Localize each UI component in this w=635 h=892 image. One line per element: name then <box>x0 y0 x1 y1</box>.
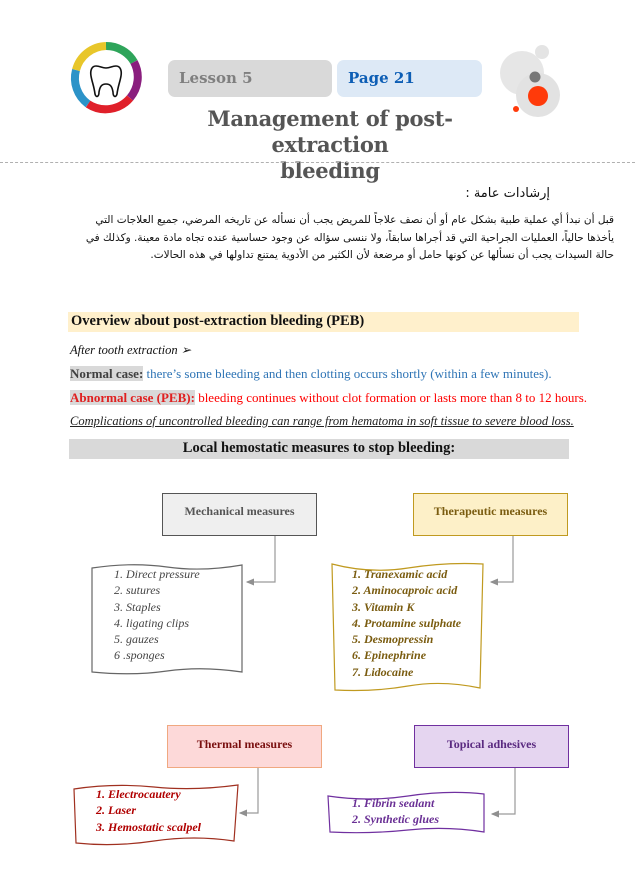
arabic-paragraph: قبل أن نبدأ أي عملية طبية بشكل عام أو أن نصف علاجاً للمريض يجب أن نسأله عن تاريخه المرضي، جميع العلاجات التي يأخذها حالياً، العمليات الجراحية التي قد أجراها سابقاً، ولا ننسى سؤاله عن وجود حساسية عنده تجاه مادة معينة. وكذلك في حالة السيدات يجب أن نسألها عن كونها حامل أو مرضعة لأن الكثير من الأدوية يمتنع تداولها في هذه الحالات. <box>85 214 614 261</box>
normal-case-label: Normal case: <box>70 366 144 381</box>
list-item: 2. sutures <box>114 583 161 598</box>
mechanical-measures-box: Mechanical measures <box>162 493 317 536</box>
list-item: 2. Aminocaproic acid <box>352 583 458 598</box>
abnormal-case-label: Abnormal case (PEB): <box>70 390 195 405</box>
list-item: 3. Staples <box>114 599 161 614</box>
list-item: 1. Direct pressure <box>114 567 200 581</box>
local-measures-heading: Local hemostatic measures to stop bleeding: <box>69 439 569 459</box>
complications-note: Complications of uncontrolled bleeding can range from hematoma in soft tissue to severe blood loss. <box>70 414 574 428</box>
thermal-measures-list <box>74 783 239 845</box>
topical-adhesives-list <box>328 792 486 834</box>
page-label: Page 21 <box>337 60 482 97</box>
title-line-2: bleeding <box>280 158 380 183</box>
normal-case-text: there’s some bleeding and then clotting occurs shortly (within a few minutes). <box>143 366 552 381</box>
list-item: 5. Desmopressin <box>352 632 434 647</box>
list-item: 4. Protamine sulphate <box>352 615 462 630</box>
mechanical-measures-list <box>92 562 242 674</box>
arabic-heading: إرشادات عامة : <box>465 186 550 201</box>
list-item: 1. Tranexamic acid <box>352 567 448 581</box>
list-item: 6 .sponges <box>114 648 165 663</box>
list-item: 5. gauzes <box>114 632 159 647</box>
list-item: 3. Hemostatic scalpel <box>96 819 201 834</box>
list-item: 7. Lidocaine <box>352 664 414 679</box>
topical-adhesives-box: Topical adhesives <box>414 725 569 768</box>
list-item: 6. Epinephrine <box>352 648 427 663</box>
thermal-measures-box: Thermal measures <box>167 725 322 768</box>
list-item: 1. Electrocautery <box>96 787 181 801</box>
lesson-label: Lesson 5 <box>168 60 332 97</box>
abnormal-case-text: bleeding continues without clot formation or lasts more than 8 to 12 hours. <box>194 390 588 405</box>
title-line-1: Management of post-extraction <box>207 106 453 157</box>
list-item: 3. Vitamin K <box>352 599 415 614</box>
list-item: 4. ligating clips <box>114 615 189 630</box>
after-extraction-label: After tooth extraction ➢ <box>70 343 192 357</box>
list-item: 2. Laser <box>96 803 136 818</box>
list-item: 2. Synthetic glues <box>352 812 440 827</box>
list-item: 1. Fibrin sealant <box>352 796 435 810</box>
overview-heading: Overview about post-extraction bleeding (PEB) <box>68 312 579 332</box>
therapeutic-measures-list <box>330 562 485 692</box>
therapeutic-measures-box: Therapeutic measures <box>413 493 568 536</box>
